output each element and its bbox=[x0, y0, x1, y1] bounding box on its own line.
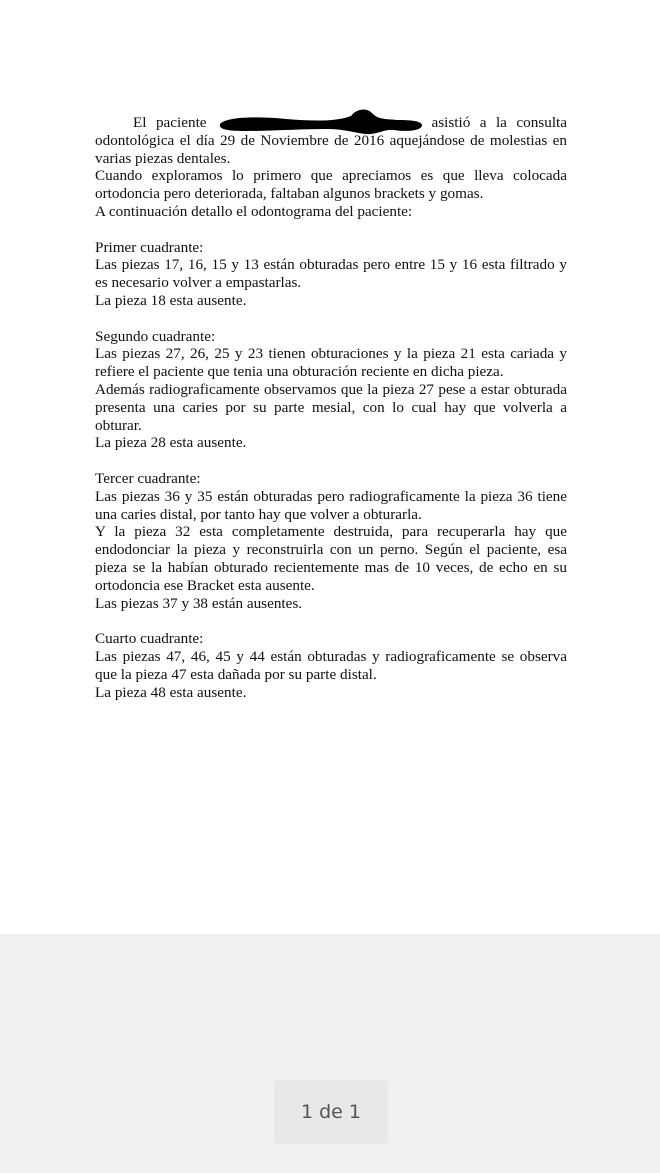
section-primer-paragraph: La pieza 18 esta ausente. bbox=[95, 291, 247, 309]
section-tercer-paragraph: Las piezas 37 y 38 están ausentes. bbox=[95, 594, 303, 612]
paragraph-gap bbox=[95, 310, 567, 328]
intro-before-redaction: El paciente bbox=[133, 114, 217, 131]
redaction-mark bbox=[216, 115, 422, 129]
section-segundo-paragraph: Además radiograficamente observamos que la pieza 27 pese a estar obturada presenta una caries por su parte mesial, con lo cual hay que volverla a obturar. bbox=[95, 380, 567, 434]
section-title-cuarto: Cuarto cuadrante: bbox=[95, 630, 204, 648]
section-segundo-paragraph: Las piezas 27, 26, 25 y 23 tienen obturaciones y la pieza 21 esta cariada y refiere el paciente que tenia una obturación reciente en dicha pieza. bbox=[95, 345, 567, 381]
section-cuarto-paragraph: La pieza 48 esta ausente. bbox=[95, 683, 247, 701]
section-tercer-paragraph: Las piezas 36 y 35 están obturadas pero radiograficamente la pieza 36 tiene una caries distal, por tanto hay que volver a obturarla. bbox=[95, 487, 567, 523]
paragraph-gap bbox=[95, 452, 567, 470]
section-title-tercer: Tercer cuadrante: bbox=[95, 469, 201, 487]
section-title-segundo: Segundo cuadrante: bbox=[95, 327, 216, 345]
section-title-primer: Primer cuadrante: bbox=[95, 238, 204, 256]
paragraph-gap bbox=[95, 612, 567, 630]
intro-odontogram-paragraph: A continuación detallo el odontograma del paciente: bbox=[95, 202, 413, 220]
intro-after-redaction: asistió a la consulta odontológica el día 29 de Noviembre de 2016 aquejándose de molestias en varias piezas dentales. bbox=[95, 114, 567, 167]
redaction-scribble bbox=[216, 107, 422, 137]
page-indicator: 1 de 1 bbox=[274, 1080, 388, 1144]
section-tercer-paragraph: Y la pieza 32 esta completamente destruida, para recuperarla hay que endodonciar la pieza y reconstruirla con un perno. Según el paciente, esa pieza se la habían obturado recientemente mas de 10 veces, de echo en su ortodoncia ese Bracket esta ausente. bbox=[95, 523, 567, 594]
paragraph-gap bbox=[95, 221, 567, 239]
document-body bbox=[95, 114, 567, 701]
intro-exam-paragraph: Cuando exploramos lo primero que apreciamos es que lleva colocada ortodoncia pero deteriorada, faltaban algunos brackets y gomas. bbox=[95, 167, 567, 203]
section-cuarto-paragraph: Las piezas 47, 46, 45 y 44 están obturadas y radiograficamente se observa que la pieza 47 esta dañada por su parte distal. bbox=[95, 647, 567, 683]
section-segundo-paragraph: La pieza 28 esta ausente. bbox=[95, 434, 247, 452]
intro-paragraph bbox=[95, 114, 567, 167]
section-primer-paragraph: Las piezas 17, 16, 15 y 13 están obturadas pero entre 15 y 16 esta filtrado y es necesario volver a empastarlas. bbox=[95, 256, 567, 292]
